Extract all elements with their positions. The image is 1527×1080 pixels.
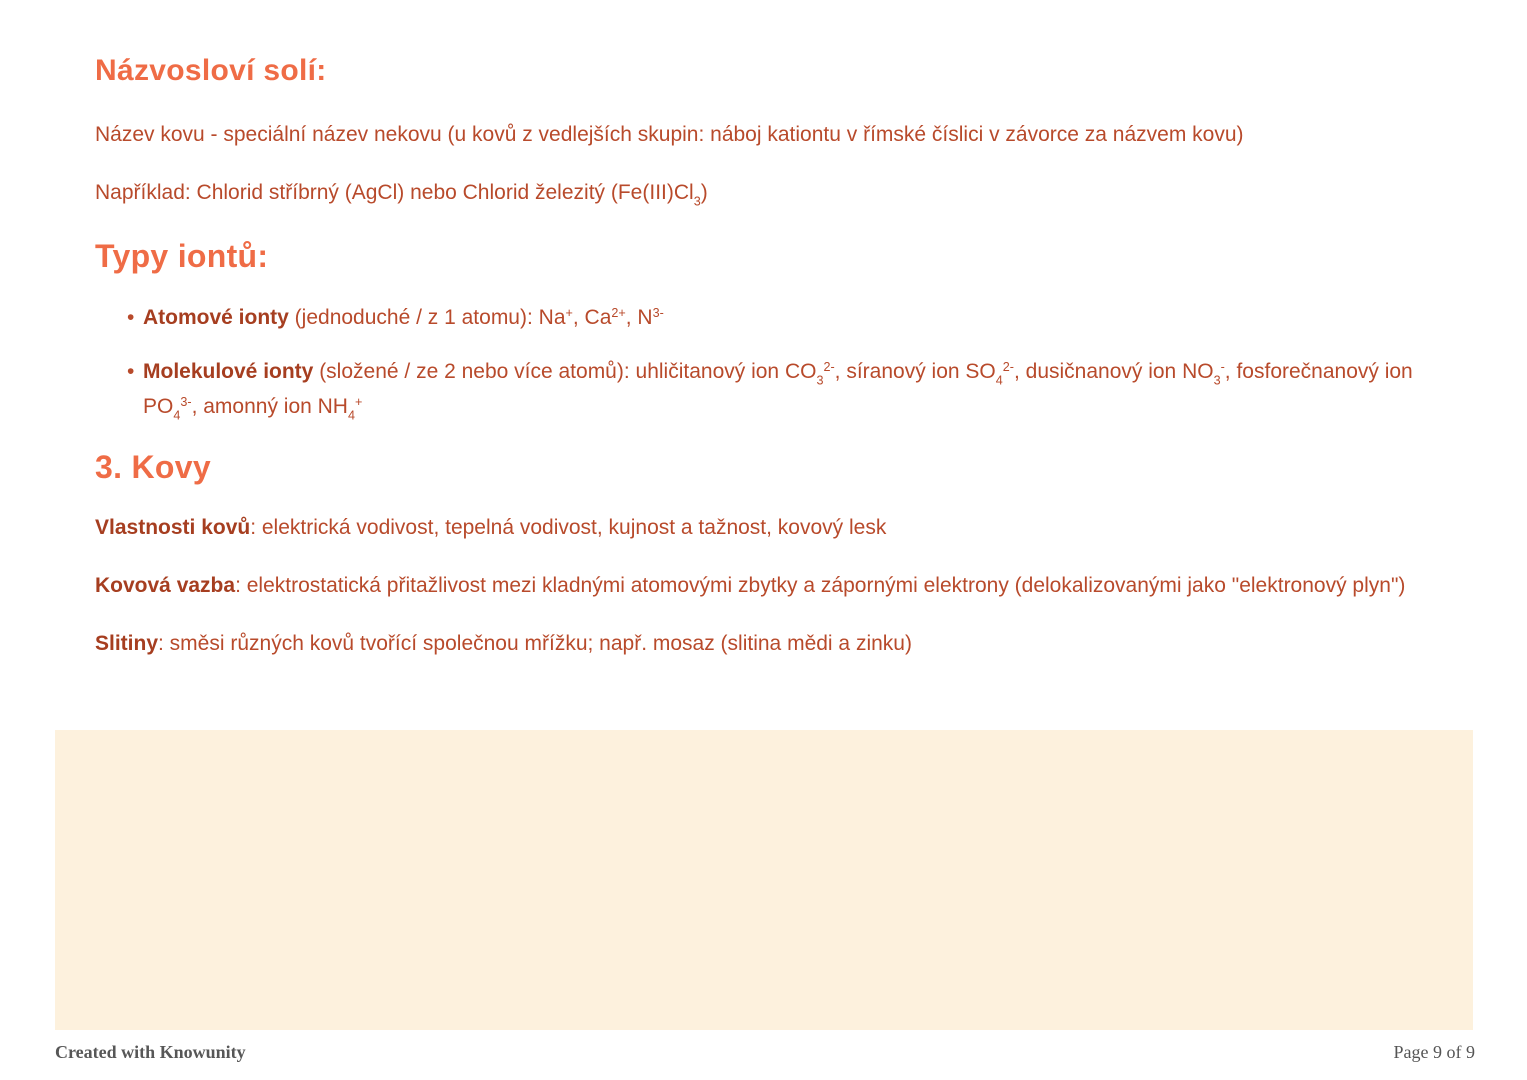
atomic-text: , Ca: [572, 305, 612, 329]
superscript: +: [565, 305, 573, 320]
molecular-text: , fosforečnanový ion PO: [143, 360, 1413, 419]
content-image-placeholder: [55, 730, 1473, 1030]
ion-types-list: [95, 302, 1427, 426]
page-footer: [0, 1042, 1527, 1063]
superscript: 2-: [1002, 360, 1014, 375]
superscript: 2+: [611, 305, 626, 320]
term-slitiny: Slitiny: [95, 632, 159, 656]
superscript: 3-: [180, 395, 192, 410]
superscript: 2-: [823, 360, 835, 375]
example-suffix: ): [700, 180, 708, 204]
subscript: 4: [995, 373, 1003, 388]
heading-3-kovy: 3. Kovy: [95, 448, 211, 485]
subscript: 3: [816, 373, 824, 388]
footer-page-number: Page 9 of 9: [1393, 1042, 1475, 1062]
properties-text: : elektrická vodivost, tepelná vodivost, kujnost a tažnost, kovový lesk: [250, 516, 887, 540]
term-atomove-ionty: Atomové ionty: [143, 305, 289, 329]
superscript: -: [1220, 360, 1225, 375]
heading-typy-iontu: Typy iontů:: [95, 238, 269, 275]
atomic-text: (jednoduché / z 1 atomu): Na: [288, 305, 566, 329]
list-item-molecular-ions: [127, 356, 1427, 426]
bullet-dot: •: [127, 360, 135, 384]
superscript: +: [354, 395, 363, 410]
molecular-text: , síranový ion SO: [834, 360, 996, 384]
alloys-text: : směsi různých kovů tvořící společnou mřížku; např. mosaz (slitina mědi a zinku): [158, 632, 912, 656]
term-molekulove-ionty: Molekulové ionty: [143, 360, 314, 384]
subscript: 3: [693, 194, 701, 209]
paragraph-kovova-vazba: [95, 570, 1425, 602]
term-vlastnosti-kovu: Vlastnosti kovů: [95, 516, 251, 540]
molecular-text: (složené / ze 2 nebo více atomů): uhličitanový ion CO: [313, 360, 817, 384]
footer-created-with: Created with Knowunity: [55, 1042, 246, 1062]
bullet-dot: •: [127, 305, 135, 329]
bond-text: : elektrostatická přitažlivost mezi kladnými atomovými zbytky a zápornými elektrony (delokalizovanými jako "elektronový plyn"): [235, 574, 1406, 598]
superscript: 3-: [652, 305, 664, 320]
list-item-atomic-ions: [127, 302, 1427, 335]
subscript: 4: [347, 408, 355, 423]
heading-nazvoslovi-soli: Názvosloví solí:: [95, 54, 327, 87]
molecular-text: , dusičnanový ion NO: [1013, 360, 1214, 384]
atomic-text: , N: [625, 305, 653, 329]
paragraph-example: [95, 177, 1425, 211]
paragraph-vlastnosti-kovu: [95, 512, 1425, 544]
term-kovova-vazba: Kovová vazba: [95, 574, 236, 598]
paragraph-slitiny: [95, 628, 1425, 660]
paragraph-naming-rule: Název kovu - speciální název nekovu (u kovů z vedlejších skupin: náboj kationtu v římské číslici v závorce za názvem kovu): [95, 123, 1244, 146]
subscript: 4: [173, 408, 181, 423]
subscript: 3: [1213, 373, 1221, 388]
molecular-text: , amonný ion NH: [191, 395, 348, 419]
example-text: Například: Chlorid stříbrný (AgCl) nebo Chlorid železitý (Fe(III)Cl: [95, 180, 694, 204]
